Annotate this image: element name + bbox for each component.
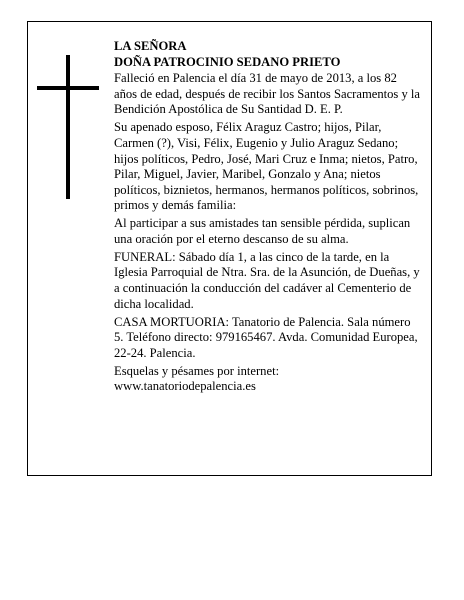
- online-condolences: Esquelas y pésames por internet: www.tanatoriodepalencia.es: [114, 363, 280, 394]
- prayer-request: Al participar a sus amistades tan sensible pérdida, suplican una oración por el eterno descanso de su alma.: [114, 216, 411, 246]
- notice-heading: [114, 39, 420, 70]
- cross-horizontal-bar: [37, 86, 99, 90]
- family-list: Su apenado esposo, Félix Araguz Castro; hijos, Pilar, Carmen (?), Visi, Félix, Eugenio y Julio Araguz Sedano; hijos políticos, Pedro, José, Mari Cruz e Inma; nietos, Patro, Pilar, Miguel, Javier, Maribel, Gonzalo y Ana; nietos políticos, biznietos, hermanos, hermanos políticos, sobrinos, primos y demás familia:: [114, 120, 419, 213]
- notice-text: [114, 39, 420, 397]
- funeral-details: FUNERAL: Sábado día 1, a las cinco de la tarde, en la Iglesia Parroquial de Ntra. Sra. de la Asunción, de Dueñas, y a continuación la conducción del cadáver al Cementerio de dicha localidad.: [114, 249, 420, 311]
- deceased-name: DOÑA PATROCINIO SEDANO PRIETO: [114, 54, 341, 69]
- funeral-home-details: CASA MORTUORIA: Tanatorio de Palencia. Sala número 5. Teléfono directo: 979165467. Avda. Comunidad Europea, 22-24. Palencia.: [114, 314, 418, 360]
- title-line-1: LA SEÑORA: [114, 39, 187, 53]
- obituary-notice: [27, 21, 432, 476]
- cross-vertical-bar: [66, 55, 70, 199]
- death-announcement: Falleció en Palencia el día 31 de mayo de 2013, a los 82 años de edad, después de recibir los Santos Sacramentos y la Bendición Apostólica de Su Santidad D. E. P.: [114, 71, 421, 117]
